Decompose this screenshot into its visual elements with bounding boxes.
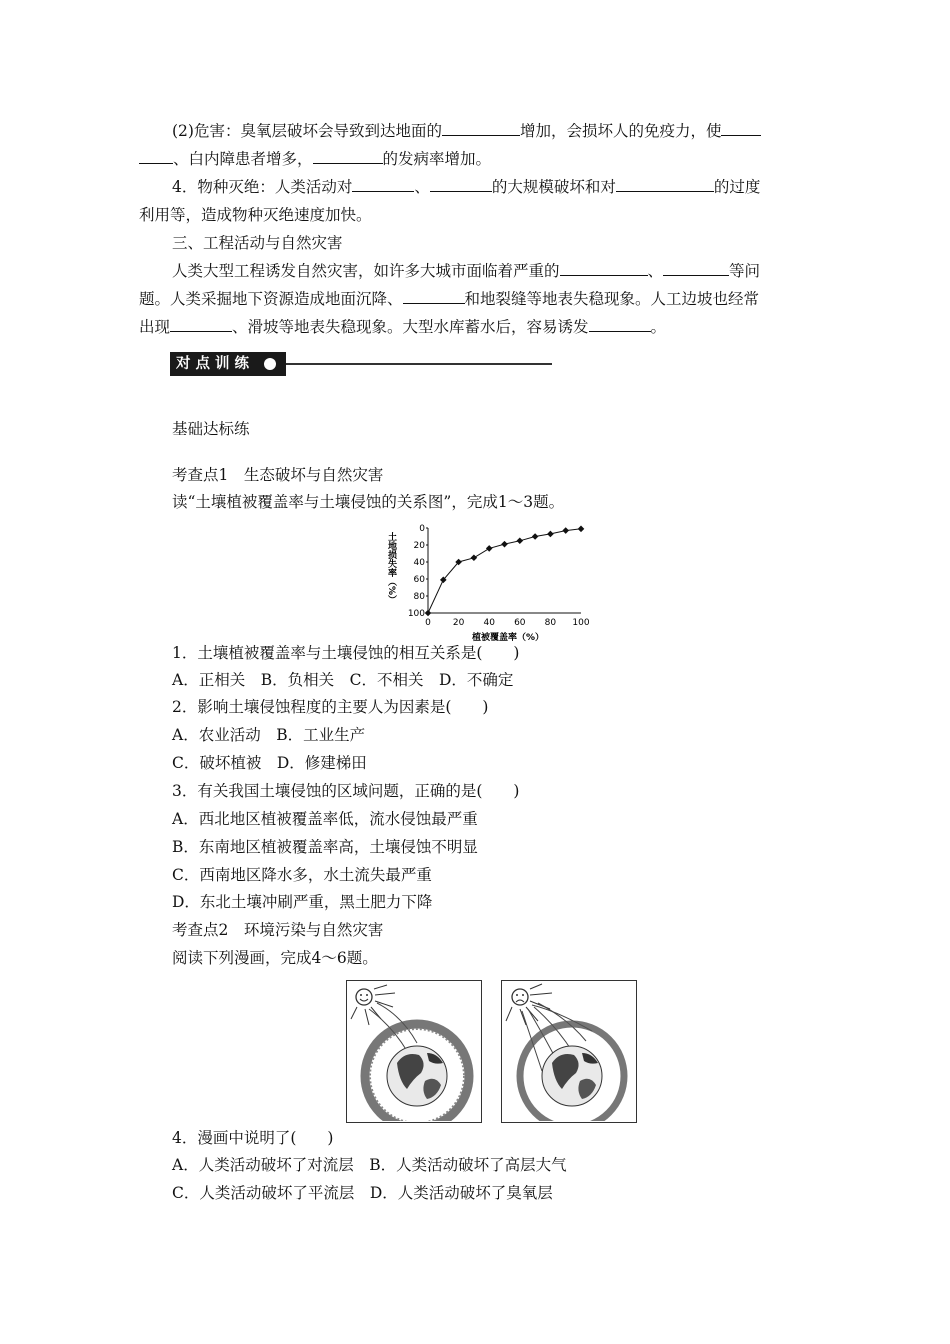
question-4-options-ab: A．人类活动破坏了对流层 B．人类活动破坏了高层大气 xyxy=(172,1156,567,1174)
data-point-diamond xyxy=(425,610,432,617)
x-tick-label: 0 xyxy=(425,618,431,628)
y-axis-label: 土地损失率（%） xyxy=(386,532,396,605)
question-3-option-a: A．西北地区植被覆盖率低，流水侵蚀最严重 xyxy=(172,810,478,828)
smiling-sun-earth-illustration xyxy=(347,981,480,1121)
data-point-diamond xyxy=(501,541,508,548)
banner-rule xyxy=(286,363,552,365)
knowledge-point-2: 考查点2 环境污染与自然灾害 xyxy=(172,921,384,939)
y-tick-labels xyxy=(408,524,428,619)
data-point-diamond xyxy=(471,554,478,561)
data-points xyxy=(425,526,585,617)
text-line-1: (2)危害：臭氧层破坏会导致到达地面的 增加，会损坏人的免疫力，使 xyxy=(172,118,812,145)
fill-blank xyxy=(589,316,651,332)
fill-blank xyxy=(560,260,648,276)
data-point-diamond xyxy=(547,531,554,538)
question-1-options: A．正相关 B．负相关 C．不相关 D．不确定 xyxy=(172,671,514,689)
intro-2: 阅读下列漫画，完成4～6题。 xyxy=(172,949,378,967)
text-line-2: 、白内障患者增多， 的发病率增加。 xyxy=(139,146,815,173)
text-line-8: 出现 、滑坡等地表失稳现象。大型水库蓄水后，容易诱发 。 xyxy=(139,318,667,336)
fill-blank xyxy=(352,176,414,192)
comic-panel-left xyxy=(346,980,482,1123)
y-tick-label: 0 xyxy=(419,524,425,534)
y-tick-label: 60 xyxy=(413,575,425,585)
data-point-diamond xyxy=(486,545,493,552)
data-point-diamond xyxy=(578,526,585,533)
y-tick-label: 80 xyxy=(413,592,425,602)
fill-blank xyxy=(170,316,232,332)
x-tick-label: 20 xyxy=(452,618,465,628)
sad-sun-earth-illustration xyxy=(502,981,635,1121)
fill-blank xyxy=(616,176,714,192)
comic-panel-right xyxy=(501,980,637,1123)
x-axis-label: 植被覆盖率（%） xyxy=(471,633,545,643)
y-tick-label: 20 xyxy=(413,541,425,551)
x-tick-label: 80 xyxy=(544,618,557,628)
x-tick-label: 60 xyxy=(514,618,526,628)
question-2-options-cd: C．破坏植被 D．修建梯田 xyxy=(172,754,367,772)
intro-1: 读“土壤植被覆盖率与土壤侵蚀的关系图”，完成1～3题。 xyxy=(172,493,565,511)
text-line-4: 利用等，造成物种灭绝速度加快。 xyxy=(139,206,372,224)
question-3-option-d: D．东北土壤冲刷严重，黑土肥力下降 xyxy=(172,893,433,911)
text-line-7: 题。人类采掘地下资源造成地面沉降、 和地裂缝等地表失稳现象。人工边坡也经常 xyxy=(139,290,760,308)
fill-blank xyxy=(663,260,729,276)
data-point-diamond xyxy=(562,527,569,534)
y-tick-label: 40 xyxy=(413,558,425,568)
x-tick-label: 100 xyxy=(572,618,590,628)
y-tick-label: 100 xyxy=(407,609,425,619)
data-point-diamond xyxy=(532,533,539,540)
section-heading: 三、工程活动与自然灾害 xyxy=(172,234,343,252)
question-3-option-c: C．西南地区降水多，水土流失最严重 xyxy=(172,866,432,884)
data-point-diamond xyxy=(517,537,524,544)
banner-label: 对点训练 xyxy=(170,352,286,376)
fill-blank xyxy=(403,288,465,304)
text-line-6: 人类大型工程诱发自然灾害，如许多大城市面临着严重的 、 等问 xyxy=(172,262,761,280)
erosion-chart xyxy=(383,518,598,646)
banner-dot-icon xyxy=(264,358,276,370)
fill-blank xyxy=(430,176,492,192)
knowledge-point-1: 考查点1 生态破坏与自然灾害 xyxy=(172,466,384,484)
fill-blank xyxy=(442,120,520,136)
x-tick-label: 40 xyxy=(483,618,495,628)
question-3: 3．有关我国土壤侵蚀的区域问题，正确的是( ) xyxy=(172,782,520,800)
fill-blank xyxy=(139,148,173,164)
question-1: 1．土壤植被覆盖率与土壤侵蚀的相互关系是( ) xyxy=(172,644,520,662)
question-4-options-cd: C．人类活动破坏了平流层 D．人类活动破坏了臭氧层 xyxy=(172,1184,553,1202)
question-3-option-b: B．东南地区植被覆盖率高，土壤侵蚀不明显 xyxy=(172,838,478,856)
x-tick-labels xyxy=(425,618,590,628)
fill-blank xyxy=(313,148,383,164)
ozone-comic xyxy=(346,980,638,1125)
text-line-3: 4．物种灭绝：人类活动对 、 的大规模破坏和对 的过度 xyxy=(172,178,761,196)
subsection-title: 基础达标练 xyxy=(172,420,250,438)
question-2-options-ab: A．农业活动 B．工业生产 xyxy=(172,726,366,744)
fill-blank xyxy=(721,120,761,136)
question-2: 2．影响土壤侵蚀程度的主要人为因素是( ) xyxy=(172,698,489,716)
question-4: 4．漫画中说明了( ) xyxy=(172,1129,334,1147)
